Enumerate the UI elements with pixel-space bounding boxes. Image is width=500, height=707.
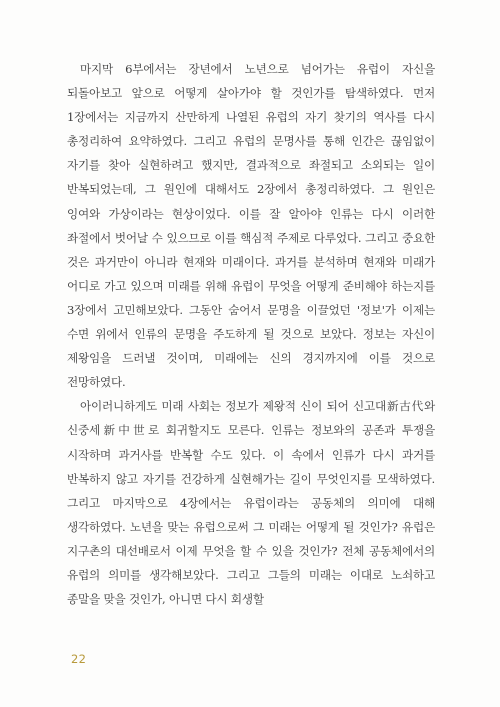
paragraph-1: 마지막 6부에서는 장년에서 노년으로 넘어가는 유럽이 자신을 되돌아보고 앞으로 어떻게 살아가야 할 것인가를 탐색하였다. 먼저 1장에서는 지금까지 산만하게 나열된 유럽의 자기 찾기의 역사를 다시 총정리하여 요약하였다. 그리고 유럽의 문명사를 통해 인간은 끊임없이 자기를 찾아 실현하려고 했지만, 결과적으로 좌절되고 소외되는 일이 반복되었는데, 그 원인에 대해서도 2장에서 총정리하였다. 그 원인은 잉여와 가상이라는 현상이었다. 이를 잘 알아야 인류는 다시 이러한 좌절에서 벗어날 수 있으므로 이를 핵심적 주제로 다루었다. 그리고 중요한 것은 과거만이 아니라 현재와 미래이다. 과거를 분석하며 현재와 미래가 어디로 가고 있으며 미래를 위해 유럽이 무엇을 어떻게 준비해야 하는지를 3장에서 고민해보았다. 그동안 숨어서 문명을 이끌었던 '정보'가 이제는 수면 위에서 인류의 문명을 주도하게 될 것으로 보았다. 정보는 자신이 제왕임을 드러낼 것이며, 미래에는 신의 경지까지에 이를 것으로 전망하였다. bbox=[67, 62, 435, 390]
body-text bbox=[67, 57, 435, 611]
paragraph-2: 아이러니하게도 미래 사회는 정보가 제왕적 신이 되어 신고대新古代와 신중세新中世로 회귀할지도 모른다. 인류는 정보와의 공존과 투쟁을 시작하며 과거사를 반복할 수도 있다. 이 속에서 인류가 다시 과거를 반복하지 않고 자기를 건강하게 실현해가는 길이 무엇인지를 모색하였다. 그리고 마지막으로 4장에서는 유럽이라는 공동체의 의미에 대해 생각하였다. 노년을 맞는 유럽으로써 그 미래는 어떻게 될 것인가? 유럽은 지구촌의 대선배로서 이제 무엇을 할 수 있을 것인가? 전체 공동체에서의 유럽의 의미를 생각해보았다. 그리고 그들의 미래는 이대로 노쇠하고 종말을 맞을 것인가, 아니면 다시 회생할 bbox=[67, 399, 435, 607]
page-number: 22 bbox=[71, 652, 87, 666]
